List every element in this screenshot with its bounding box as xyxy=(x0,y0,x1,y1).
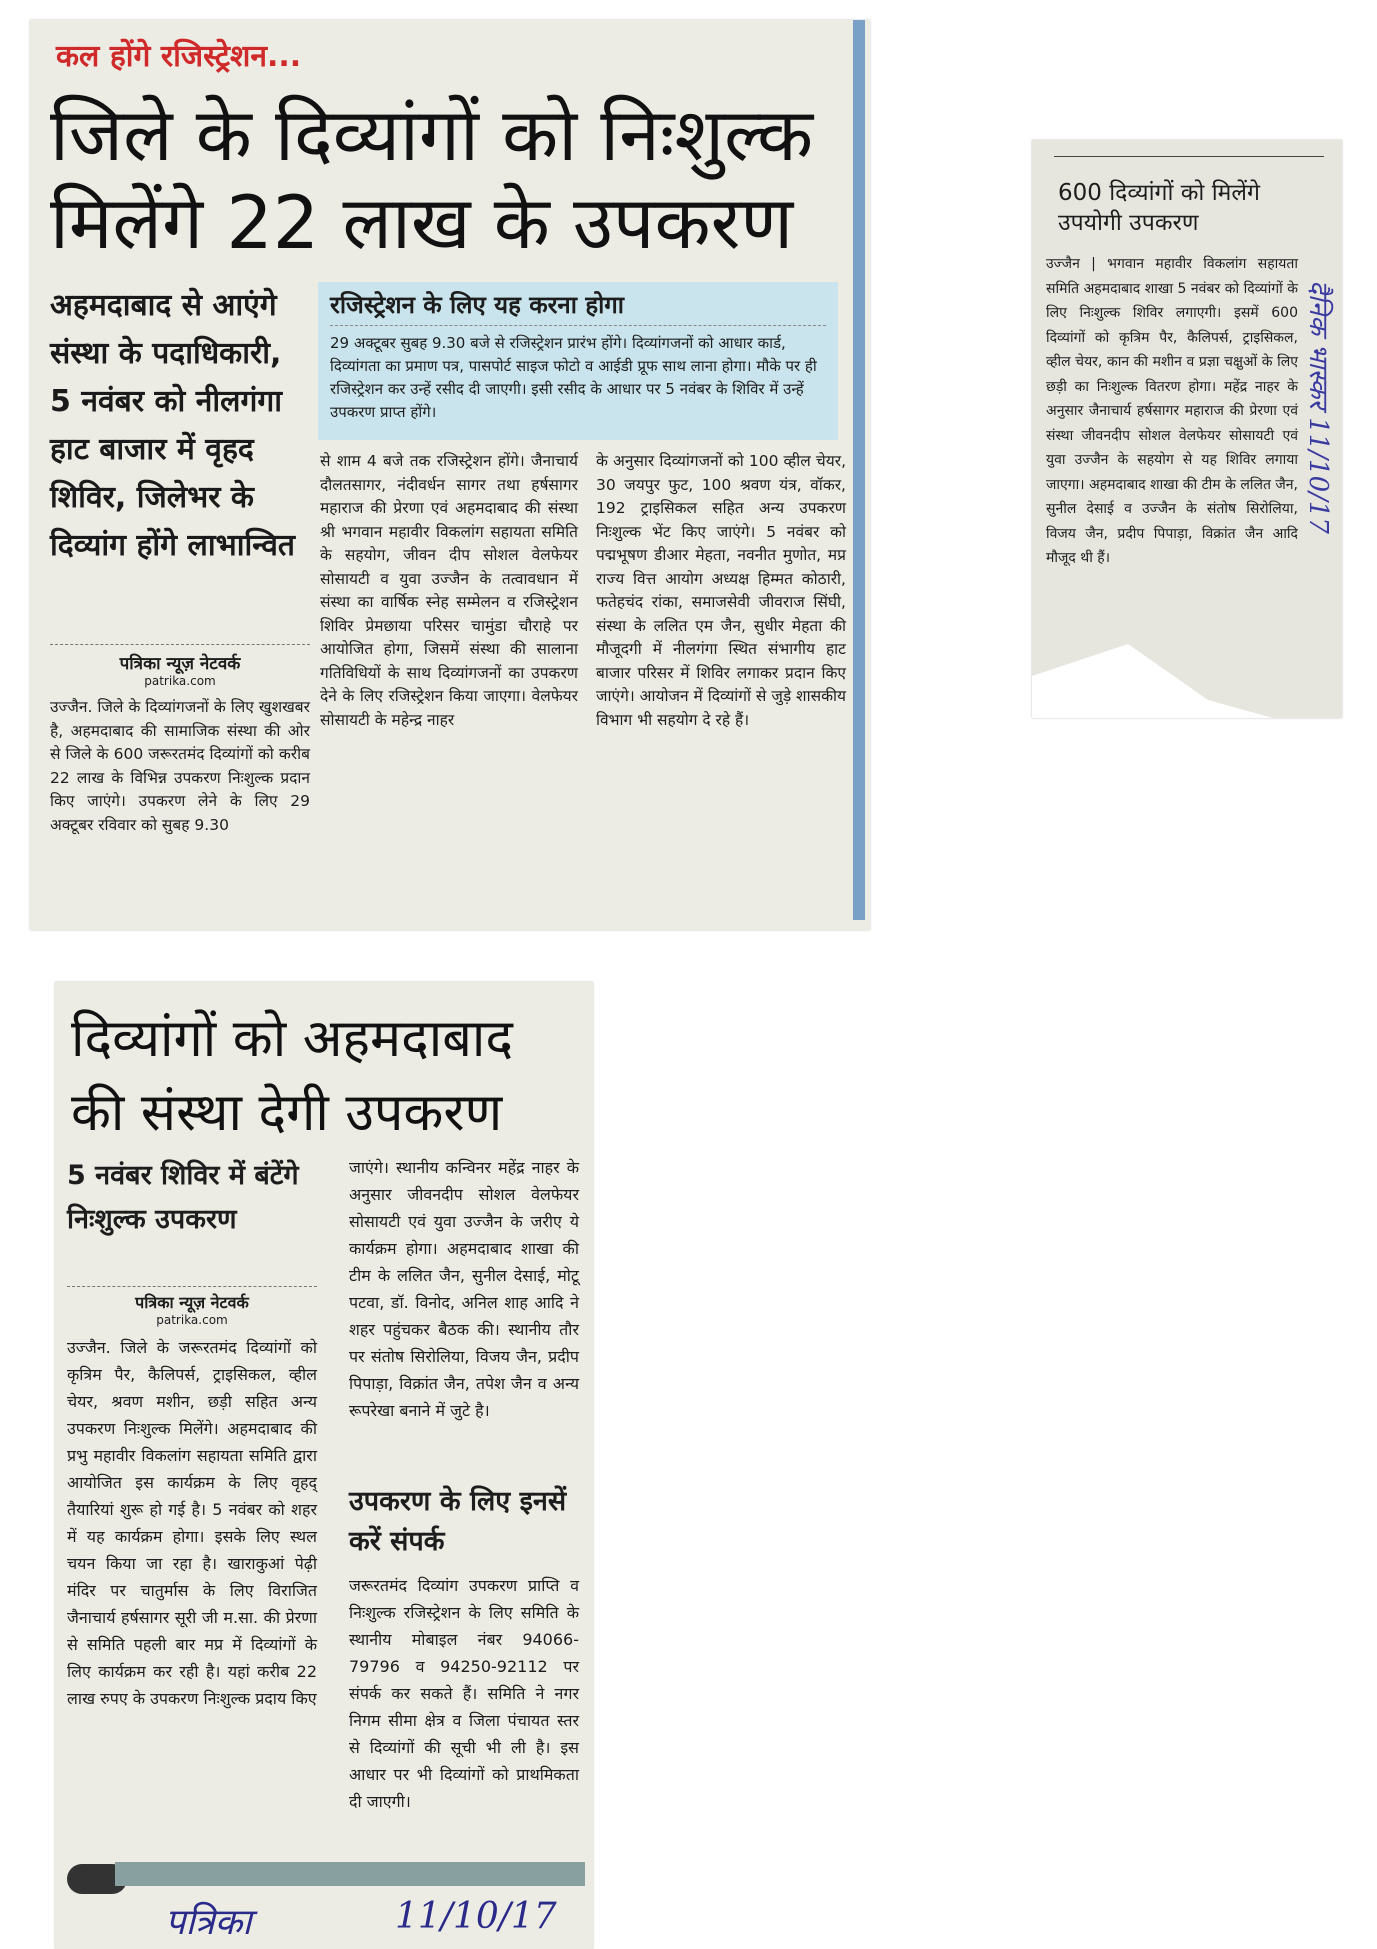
byline-site: patrika.com xyxy=(144,674,216,688)
headline: दिव्यांगों को अहमदाबाद की संस्था देगी उपकरण xyxy=(71,1009,513,1143)
handwritten-date: 11/10/17 xyxy=(395,1896,557,1937)
clipping-footer xyxy=(55,1862,593,1949)
news-clipping-small xyxy=(1032,140,1342,718)
article-text: उज्जैन | भगवान महावीर विकलांग सहायता समिति अहमदाबाद शाखा 5 नवंबर को दिव्यांगों के लिए निःशुल्क शिविर लगाएगी। इसमें 600 दिव्यांगों को कृत्रिम पैर, कैलिपर्स, ट्राइसिकल, व्हील चेयर, कान की मशीन व प्रज्ञा चक्षुओं के लिए छड़ी का निःशुल्क वितरण होगा। महेंद्र नाहर के अनुसार जैनाचार्य हर्षसागर महाराज की प्रेरणा एवं संस्था जीवनदीप सोशल वेलफेयर सोसायटी एवं युवा उज्जैन के सहयोग से यह शिविर लगाया जाएगा। अहमदाबाद शाखा की टीम के ललित जैन, सुनील देसाई व उज्जैन के संतोष सिरोलिया, विजय जैन, प्रदीप पिपाड़ा, विक्रांत जैन आदि मौजूद थी हैं। xyxy=(1046,256,1298,566)
headline: 600 दिव्यांगों को मिलेंगे उपयोगी उपकरण xyxy=(1058,180,1260,236)
info-box-title: रजिस्ट्रेशन के लिए यह करना होगा xyxy=(330,288,826,326)
info-box-text: 29 अक्टूबर सुबह 9.30 बजे से रजिस्ट्रेशन प्रारंभ होंगे। दिव्यांगजनों को आधार कार्ड, दिव्यांगता का प्रमाण पत्र, पासपोर्ट साइज फोटो व आईडी प्रूफ साथ लाना होगा। मौके पर ही रजिस्ट्रेशन कर उन्हें रसीद दी जाएगी। इसी रसीद के आधार पर 5 नवंबर के शिविर में उन्हें उपकरण प्राप्त होंगे। xyxy=(330,334,817,421)
handwritten-source: पत्रिका xyxy=(165,1902,252,1943)
handwritten-date: दैनिक भास्कर 11/10/17 xyxy=(1303,280,1333,534)
torn-corner xyxy=(1032,580,1342,718)
footer-bar xyxy=(115,1862,585,1886)
byline-site: patrika.com xyxy=(156,1313,228,1327)
article-column-3: जरूरतमंद दिव्यांग उपकरण प्राप्ति व निःशुल्क रजिस्ट्रेशन के लिए समिति के स्थानीय मोबाइल नंबर 94066-79796 व 94250-92112 पर संपर्क कर सकते हैं। समिति ने नगर निगम सीमा क्षेत्र व जिला पंचायत स्तर से दिव्यांगों की सूची भी ली है। इस आधार पर भी दिव्यांगों को प्राथमिकता दी जाएगी। xyxy=(349,1576,579,1811)
byline-name: पत्रिका न्यूज़ नेटवर्क xyxy=(119,654,241,674)
news-clipping-main xyxy=(30,20,870,930)
article-column-1: उज्जैन. जिले के दिव्यांगजनों के लिए खुशखबर है, अहमदाबाद की सामाजिक संस्था की ओर से जिले के 600 जरूरतमंद दिव्यांगों को करीब 22 लाख के विभिन्न उपकरण निःशुल्क प्रदान किए जाएंगे। उपकरण लेने के लिए 29 अक्टूबर रविवार को सुबह 9.30 xyxy=(50,698,310,834)
article-column-2: से शाम 4 बजे तक रजिस्ट्रेशन होंगे। जैनाचार्य दौलतसागर, नंदीवर्धन सागर तथा हर्षसागर महाराज की प्रेरणा एवं अहमदाबाद की संस्था श्री भगवान महावीर विकलांग सहायता समिति के सहयोग, जीवन दीप सोशल वेलफेयर सोसायटी व युवा उज्जैन के तत्वावधान में संस्था का वार्षिक स्नेह सम्मेलन व रजिस्ट्रेशन शिविर प्रेमछाया परिसर चामुंडा चौराहे पर आयोजित होगा, जिसमें संस्था की सालाना गतिविधियों के साथ दिव्यांगजनों का उपकरण देने के लिए रजिस्ट्रेशन किया जाएगा। वेलफेयर सोसायटी के महेन्द्र नाहर xyxy=(320,452,578,729)
article-column-1: उज्जैन. जिले के जरूरतमंद दिव्यांगों को कृत्रिम पैर, कैलिपर्स, ट्राइसिकल, व्हील चेयर, श्रवण मशीन, छड़ी सहित अन्य उपकरण निःशुल्क मिलेंगे। अहमदाबाद की प्रभु महावीर विकलांग सहायता समिति द्वारा आयोजित इस कार्यक्रम के लिए वृहद् तैयारियां शुरू हो गई है। 5 नवंबर को शहर में यह कार्यक्रम होगा। इसके लिए स्थल चयन किया जा रहा है। खाराकुआं पेढ़ी मंदिर पर चातुर्मास के लिए विराजित जैनाचार्य हर्षसागर सूरी जी म.सा. की प्रेरणा से समिति पहली बार मप्र में दिव्यांगों के लिए कार्यक्रम कर रही है। यहां करीब 22 लाख रुपए के उपकरण निःशुल्क प्रदाय किए xyxy=(67,1338,317,1708)
byline xyxy=(50,644,310,688)
page-edge-band xyxy=(853,20,865,920)
byline xyxy=(67,1286,317,1327)
byline-name: पत्रिका न्यूज़ नेटवर्क xyxy=(135,1293,249,1312)
top-rule xyxy=(1054,156,1324,157)
kicker: कल होंगे रजिस्ट्रेशन... xyxy=(56,39,302,74)
article-column-2: जाएंगे। स्थानीय कन्विनर महेंद्र नाहर के अनुसार जीवनदीप सोशल वेलफेयर सोसायटी एवं युवा उज्जैन के जरीए ये कार्यक्रम होगा। अहमदाबाद शाखा की टीम के ललित जैन, सुनील देसाई, मोटू पटवा, डॉ. विनोद, अनिल शाह आदि ने शहर पहुंचकर बैठक की। स्थानीय तौर पर संतोष सिरोलिया, विजय जैन, प्रदीप पिपाड़ा, विक्रांत जैन, तपेश जैन व अन्य रूपरेखा बनाने में जुटे है। xyxy=(349,1158,579,1420)
info-box xyxy=(318,282,838,440)
news-clipping-bottom xyxy=(55,982,593,1949)
article-column-3: के अनुसार दिव्यांगजनों को 100 व्हील चेयर, 30 जयपुर फुट, 100 श्रवण यंत्र, वॉकर, 192 ट्राइसिकल सहित अन्य उपकरण निःशुल्क भेंट किए जाएंगे। 5 नवंबर को पद्मभूषण डीआर मेहता, नवनीत मुणोत, मप्र राज्य वित्त आयोग अध्यक्ष हिम्मत कोठारी, फतेहचंद रांका, समाजसेवी जीवराज सिंघी, संस्था के ललित एम जैन, सुधीर मेहता की मौजूदगी में नीलगंगा स्थित संभागीय हाट बाजार परिसर में शिविर लगाकर प्रदान किए जाएंगे। आयोजन में दिव्यांगों से जुड़े शासकीय विभाग भी सहयोग दे रहे हैं। xyxy=(596,452,846,729)
subheadline: 5 नवंबर शिविर में बंटेंगे निःशुल्क उपकरण xyxy=(67,1160,299,1235)
subheadline: अहमदाबाद से आएंगे संस्था के पदाधिकारी, 5 नवंबर को नीलगंगा हाट बाजार में वृहद शिविर, जिलेभर के दिव्यांग होंगे लाभान्वित xyxy=(50,288,295,563)
headline: जिले के दिव्यांगों को निःशुल्क मिलेंगे 22 लाख के उपकरण xyxy=(50,93,814,266)
section-heading: उपकरण के लिए इनसें करें संपर्क xyxy=(349,1486,567,1557)
